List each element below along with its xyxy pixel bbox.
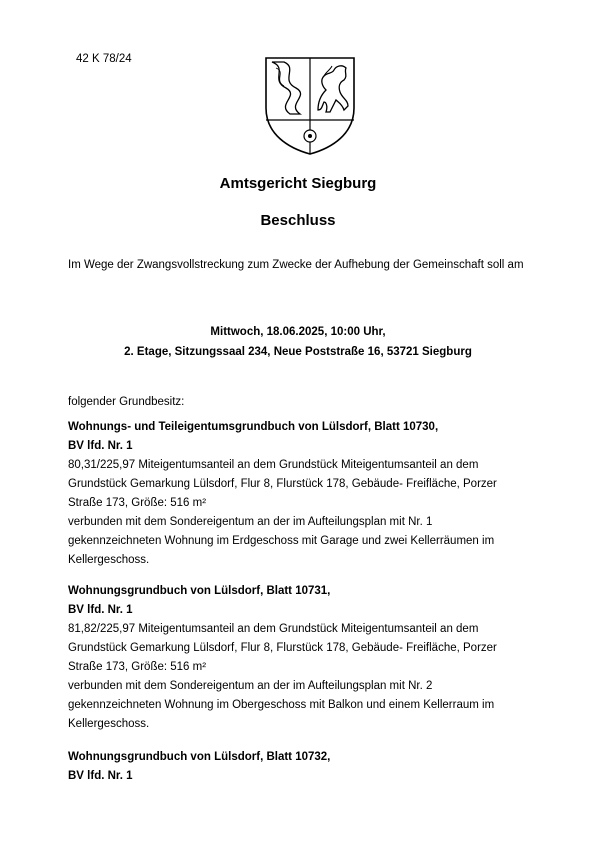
property-unit: verbunden mit dem Sondereigentum an der im Aufteilungsplan mit Nr. 1 gekennzeichneten Wohnung im Erdgeschoss mit Garage und zwei Kellerräumen im Kellergeschoss. bbox=[68, 516, 495, 566]
property-entry-2 bbox=[68, 582, 528, 734]
property-entry-3 bbox=[68, 748, 528, 786]
property-share: 81,82/225,97 Miteigentumsanteil an dem Grundstück Miteigentumsanteil an dem Grundstück Gemarkung Lülsdorf, Flur 8, Flurstück 178, Gebäude- Freifläche, Porzer Straße 173, Größe: 516 m² bbox=[68, 623, 497, 673]
property-lead-text: folgender Grundbesitz: bbox=[68, 396, 185, 408]
property-heading: Wohnungsgrundbuch von Lülsdorf, Blatt 10732, bbox=[68, 751, 331, 763]
document-title: Beschluss bbox=[260, 212, 336, 229]
hearing-date-time: Mittwoch, 18.06.2025, 10:00 Uhr, bbox=[210, 326, 386, 338]
property-bv: BV lfd. Nr. 1 bbox=[68, 440, 133, 452]
property-heading: Wohnungsgrundbuch von Lülsdorf, Blatt 10731, bbox=[68, 585, 331, 597]
property-unit: verbunden mit dem Sondereigentum an der im Aufteilungsplan mit Nr. 2 gekennzeichneten Wohnung im Obergeschoss mit Balkon und einem Kellerraum im Kellergeschoss. bbox=[68, 680, 495, 730]
hearing-location: 2. Etage, Sitzungssaal 234, Neue Poststraße 16, 53721 Siegburg bbox=[124, 346, 472, 358]
property-heading: Wohnungs- und Teileigentumsgrundbuch von Lülsdorf, Blatt 10730, bbox=[68, 421, 439, 433]
property-share: 80,31/225,97 Miteigentumsanteil an dem Grundstück Miteigentumsanteil an dem Grundstück Gemarkung Lülsdorf, Flur 8, Flurstück 178, Gebäude- Freifläche, Porzer Straße 173, Größe: 516 m² bbox=[68, 459, 497, 509]
property-bv: BV lfd. Nr. 1 bbox=[68, 770, 133, 782]
court-name: Amtsgericht Siegburg bbox=[219, 175, 377, 192]
property-bv: BV lfd. Nr. 1 bbox=[68, 604, 133, 616]
file-number: 42 K 78/24 bbox=[76, 53, 132, 65]
nrw-coat-of-arms-icon bbox=[260, 50, 360, 156]
property-entry-1 bbox=[68, 418, 528, 570]
intro-paragraph: Im Wege der Zwangsvollstreckung zum Zwecke der Aufhebung der Gemeinschaft soll am bbox=[68, 259, 524, 271]
